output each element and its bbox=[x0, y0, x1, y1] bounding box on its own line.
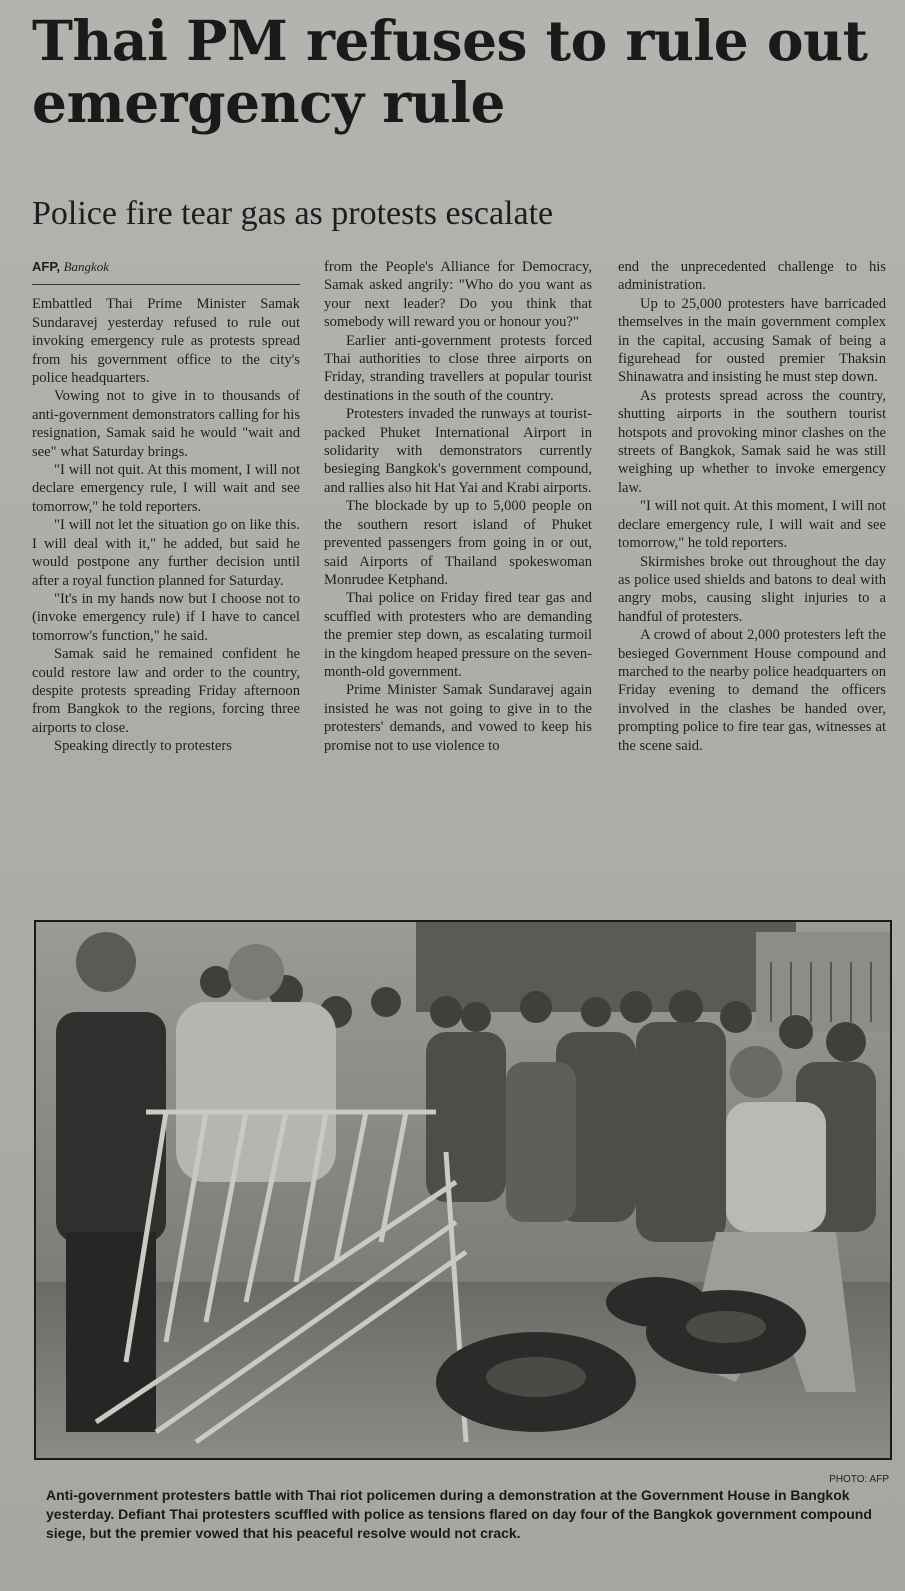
paragraph: As protests spread across the country, shutting airports in the southern tourist hotspots and provoking minor clashes on the streets of Bangkok, Samak said he was still weighing up whether to invoke emergency law. bbox=[618, 387, 886, 496]
paragraph: "I will not quit. At this moment, I will not declare emergency rule, I will wait and see tomorrow," he told reporters. bbox=[618, 498, 886, 552]
byline bbox=[32, 258, 300, 285]
paragraph: Earlier anti-government protests forced Thai authorities to close three airports on Friday, stranding travellers at popular tourist destinations in the south of the country. bbox=[324, 332, 592, 404]
byline-agency: AFP, bbox=[32, 259, 60, 274]
paragraph: end the unprecedented challenge to his administration. bbox=[618, 259, 886, 294]
paragraph: Vowing not to give in to thousands of anti-government demonstrators calling for his resignation, Samak said he would "wait and see" what Saturday brings. bbox=[32, 388, 300, 460]
protest-scene-illustration bbox=[36, 922, 890, 1458]
paragraph: Protesters invaded the runways at tourist-packed Phuket International Airport in solidarity with demonstrators currently besieging Bangkok's government compound, and rallies also hit Hat Yai and Krabi airports. bbox=[324, 406, 592, 496]
photo-caption: Anti-government protesters battle with Thai riot policemen during a demonstration at the Government House in Bangkok yesterday. Defiant Thai protesters scuffled with police as tensions flared on day four of the Bangkok government compound siege, but the premier vowed that his peaceful resolve would not crack. bbox=[46, 1487, 872, 1541]
paragraph: Up to 25,000 protesters have barricaded themselves in the main government complex in the capital, accusing Samak of being a figurehead for ousted premier Thaksin Shinawatra and insisting he must step down. bbox=[618, 295, 886, 386]
subheadline: Police fire tear gas as protests escalate bbox=[32, 195, 554, 232]
article-column-3 bbox=[618, 258, 886, 755]
paragraph: The blockade by up to 5,000 people on the southern resort island of Phuket prevented passengers from going in or out, said Airports of Thailand spokeswoman Monrudee Ketphand. bbox=[324, 498, 592, 588]
news-photo bbox=[34, 920, 892, 1460]
paragraph: Prime Minister Samak Sundaravej again insisted he was not going to give in to the protesters' demands, and vowed to keep his promise not to use violence to bbox=[324, 682, 592, 754]
paragraph: Speaking directly to protesters bbox=[54, 738, 232, 755]
paragraph: "I will not let the situation go on like this. I will deal with it," he added, but said he would postpone any further decision until after a royal function planned for Saturday. bbox=[32, 517, 300, 589]
article-column-1 bbox=[32, 258, 300, 756]
byline-location: Bangkok bbox=[63, 259, 110, 274]
paragraph: Skirmishes broke out throughout the day as police used shields and batons to deal with angry mobs, causing slight injuries to a handful of protesters. bbox=[618, 553, 886, 625]
photo-credit: PHOTO: AFP bbox=[829, 1474, 889, 1485]
paragraph: from the People's Alliance for Democracy, Samak asked angrily: "Who do you want as your next leader? Do you think that somebody will reward you or honour you?" bbox=[324, 259, 592, 331]
background-building bbox=[756, 932, 890, 1032]
paragraph: Samak said he remained confident he could restore law and order to the country, despite protests spreading Friday afternoon from Bangkok to the regions, forcing three airports to close. bbox=[32, 646, 300, 736]
paragraph: A crowd of about 2,000 protesters left the besieged Government House compound and marched to the nearby police headquarters on Friday evening to demand the officers involved in the clashes be handed over, prompting police to fire tear gas, witnesses at the scene said. bbox=[618, 627, 886, 754]
paragraph: "I will not quit. At this moment, I will not declare emergency rule, I will wait and see tomorrow," he told reporters. bbox=[32, 462, 300, 515]
paragraph: Thai police on Friday fired tear gas and scuffled with protesters who are demanding the premier step down, as escalating turmoil in the kingdom heaped pressure on the seven-month-old government. bbox=[324, 590, 592, 680]
article-column-2 bbox=[324, 258, 592, 755]
paragraph: "It's in my hands now but I choose not to (invoke emergency rule) if I have to cancel tomorrow's function," he said. bbox=[32, 590, 300, 644]
background-truck bbox=[416, 922, 796, 1012]
headline: Thai PM refuses to rule out emergency rule bbox=[32, 8, 868, 135]
paragraph: Embattled Thai Prime Minister Samak Sundaravej yesterday refused to rule out invoking emergency rule as protests spread from his government office to the city's police headquarters. bbox=[32, 296, 300, 387]
